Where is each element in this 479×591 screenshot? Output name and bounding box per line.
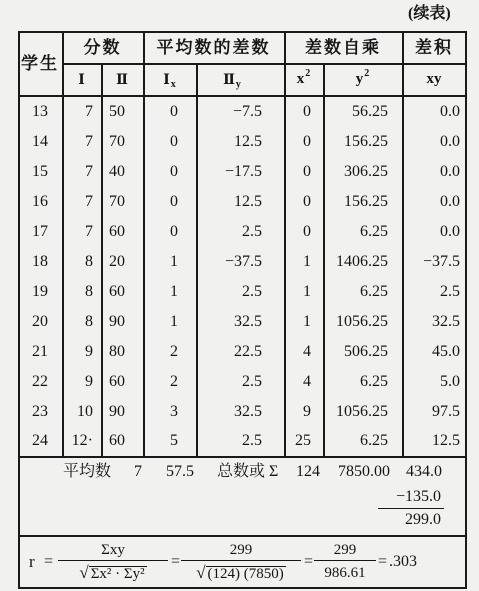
- cell-y-squared: 156.25: [344, 133, 388, 150]
- header-x-squared-base: x: [296, 71, 305, 87]
- cell-diff-y: 2.5: [242, 373, 262, 390]
- cell-student-number: 19: [32, 283, 48, 300]
- header-y-squared: [323, 63, 402, 96]
- continued-table-label: (续表): [408, 5, 451, 22]
- header-y-squared-exponent: 2: [364, 67, 370, 79]
- cell-score-1: 12·: [71, 432, 93, 449]
- cell-y-squared: 6.25: [360, 223, 388, 240]
- header-product: xy: [426, 71, 442, 87]
- header-student: 学生: [21, 54, 59, 73]
- table-row: [18, 127, 466, 157]
- cell-student-number: 21: [32, 343, 48, 360]
- cell-x-squared: 4: [303, 343, 311, 360]
- cell-diff-x: 5: [170, 432, 178, 449]
- header-product-group: 差积: [415, 37, 453, 57]
- cell-score-2: 70: [109, 193, 125, 210]
- cell-student-number: 14: [32, 133, 48, 150]
- radicand: (124) (7850): [207, 566, 284, 582]
- cell-xy-product: 0.0: [440, 193, 460, 210]
- cell-y-squared: 6.25: [360, 283, 388, 300]
- summary-sum-x-squared: 124: [296, 463, 320, 480]
- cell-x-squared: 0: [303, 223, 311, 240]
- cell-xy-product: 45.0: [432, 343, 460, 360]
- cell-y-squared: 56.25: [352, 103, 388, 120]
- radical-sign: √: [196, 563, 206, 582]
- cell-y-squared: 306.25: [344, 163, 388, 180]
- formula-equals: =: [304, 553, 314, 570]
- cell-x-squared: 4: [303, 373, 311, 390]
- cell-diff-x: 0: [170, 163, 178, 180]
- formula-result: .303: [389, 553, 417, 570]
- formula-divider: [18, 535, 467, 537]
- formula-numerator: 299: [229, 542, 253, 558]
- cell-diff-y: −7.5: [232, 103, 262, 120]
- header-score-2: Ⅱ: [116, 71, 128, 88]
- header-scores-group: 分数: [83, 37, 122, 57]
- formula-fraction-evaluated: [314, 541, 376, 582]
- summary-sum-y-squared: 7850.00: [338, 463, 390, 480]
- cell-x-squared: 1: [303, 313, 311, 330]
- table-row: [18, 247, 466, 277]
- cell-score-1: 7: [85, 193, 93, 210]
- cell-xy-product: −37.5: [422, 253, 460, 270]
- cell-diff-x: 1: [170, 283, 178, 300]
- summary-mean-label: 平均数: [63, 463, 112, 480]
- cell-score-2: 70: [109, 133, 125, 150]
- table-row: [18, 426, 466, 456]
- header-diff-y-numeral: Ⅱ: [223, 71, 235, 88]
- formula-numerator: Σxy: [101, 542, 125, 558]
- cell-score-1: 7: [85, 133, 93, 150]
- cell-score-2: 60: [109, 432, 125, 449]
- cell-score-2: 90: [109, 403, 125, 420]
- formula-equals: =: [378, 553, 388, 570]
- summary-correction: −135.0: [395, 488, 441, 505]
- cell-score-1: 7: [85, 223, 93, 240]
- header-score-1: Ⅰ: [78, 71, 85, 88]
- table-row: [18, 367, 466, 397]
- cell-score-1: 10: [77, 403, 93, 420]
- cell-y-squared: 156.25: [344, 193, 388, 210]
- cell-diff-x: 0: [170, 223, 178, 240]
- table-row: [18, 397, 466, 427]
- cell-diff-y: −37.5: [224, 253, 262, 270]
- summary-mean-score-1: 7: [134, 463, 142, 480]
- cell-diff-y: 32.5: [234, 313, 262, 330]
- table-border-bottom: [18, 587, 467, 589]
- cell-student-number: 17: [32, 223, 48, 240]
- cell-diff-x: 1: [170, 313, 178, 330]
- header-square-group: 差数自乘: [305, 37, 381, 57]
- cell-diff-y: 22.5: [234, 343, 262, 360]
- cell-score-1: 8: [85, 283, 93, 300]
- header-x-squared-exponent: 2: [305, 67, 311, 79]
- cell-xy-product: 0.0: [440, 223, 460, 240]
- summary-total-label: 总数或 Σ: [217, 463, 279, 480]
- cell-student-number: 23: [32, 403, 48, 420]
- cell-diff-y: 32.5: [234, 403, 262, 420]
- cell-student-number: 13: [32, 103, 48, 120]
- cell-diff-y: 2.5: [242, 283, 262, 300]
- radical-sign: √: [79, 563, 89, 582]
- summary-subtraction-line: [378, 508, 444, 509]
- cell-x-squared: 0: [303, 103, 311, 120]
- cell-score-2: 40: [109, 163, 125, 180]
- cell-x-squared: 1: [303, 283, 311, 300]
- cell-xy-product: 32.5: [432, 313, 460, 330]
- cell-y-squared: 6.25: [360, 373, 388, 390]
- header-diff-y: [196, 63, 284, 96]
- cell-score-2: 60: [109, 283, 125, 300]
- cell-xy-product: 2.5: [440, 283, 460, 300]
- header-y-squared-base: y: [355, 71, 364, 87]
- formula-equals: =: [171, 553, 181, 570]
- cell-student-number: 18: [32, 253, 48, 270]
- cell-score-1: 9: [85, 373, 93, 390]
- cell-diff-x: 2: [170, 373, 178, 390]
- cell-score-1: 7: [85, 163, 93, 180]
- cell-student-number: 16: [32, 193, 48, 210]
- cell-x-squared: 0: [303, 193, 311, 210]
- cell-x-squared: 1: [303, 253, 311, 270]
- cell-y-squared: 506.25: [344, 343, 388, 360]
- cell-x-squared: 0: [303, 133, 311, 150]
- cell-x-squared: 9: [303, 403, 311, 420]
- cell-diff-x: 0: [170, 103, 178, 120]
- summary-sum-xy: 434.0: [406, 463, 442, 480]
- table-row: [18, 187, 466, 217]
- summary-mean-score-2: 57.5: [166, 463, 194, 480]
- formula-denominator: [181, 560, 301, 582]
- cell-student-number: 22: [32, 373, 48, 390]
- cell-score-1: 8: [85, 313, 93, 330]
- cell-y-squared: 1056.25: [336, 403, 388, 420]
- table-row: [18, 97, 466, 127]
- cell-diff-x: 0: [170, 133, 178, 150]
- cell-score-2: 60: [109, 223, 125, 240]
- cell-score-2: 50: [109, 103, 125, 120]
- table-row: [18, 307, 466, 337]
- header-diff-x-numeral: Ⅰ: [163, 71, 170, 88]
- cell-score-1: 8: [85, 253, 93, 270]
- formula-denominator: [58, 560, 168, 582]
- cell-xy-product: 97.5: [432, 403, 460, 420]
- cell-student-number: 24: [32, 432, 48, 449]
- cell-diff-y: 12.5: [234, 193, 262, 210]
- header-diff-group: 平均数的差数: [156, 37, 271, 57]
- cell-xy-product: 5.0: [440, 373, 460, 390]
- table-row: [18, 217, 466, 247]
- header-diff-y-subscript: y: [235, 78, 241, 90]
- cell-diff-x: 3: [170, 403, 178, 420]
- cell-diff-x: 2: [170, 343, 178, 360]
- cell-score-2: 80: [109, 343, 125, 360]
- formula-equals: =: [44, 553, 54, 570]
- cell-xy-product: 12.5: [432, 432, 460, 449]
- cell-x-squared: 0: [303, 163, 311, 180]
- cell-student-number: 15: [32, 163, 48, 180]
- cell-score-2: 60: [109, 373, 125, 390]
- cell-diff-y: 2.5: [242, 432, 262, 449]
- cell-y-squared: 1406.25: [336, 253, 388, 270]
- radicand: Σx² · Σy²: [90, 566, 145, 582]
- cell-xy-product: 0.0: [440, 103, 460, 120]
- cell-diff-x: 0: [170, 193, 178, 210]
- cell-score-2: 20: [109, 253, 125, 270]
- cell-score-1: 9: [85, 343, 93, 360]
- cell-diff-x: 1: [170, 253, 178, 270]
- cell-y-squared: 1056.25: [336, 313, 388, 330]
- table-row: [18, 277, 466, 307]
- cell-score-2: 90: [109, 313, 125, 330]
- cell-diff-y: −17.5: [224, 163, 262, 180]
- formula-numerator: 299: [333, 542, 357, 558]
- cell-x-squared: 25: [295, 432, 311, 449]
- cell-score-1: 7: [85, 103, 93, 120]
- table-row: [18, 337, 466, 367]
- formula-r: r: [29, 552, 35, 571]
- formula-denominator: 986.61: [314, 560, 376, 582]
- cell-y-squared: 6.25: [360, 432, 388, 449]
- header-diff-x: [143, 63, 196, 96]
- body-bottom-divider: [18, 456, 467, 458]
- summary-net-xy: 299.0: [405, 511, 441, 528]
- cell-diff-y: 12.5: [234, 133, 262, 150]
- formula-fraction-substituted: [181, 541, 301, 582]
- cell-xy-product: 0.0: [440, 133, 460, 150]
- table-row: [18, 157, 466, 187]
- header-x-squared: [284, 63, 323, 96]
- cell-diff-y: 2.5: [242, 223, 262, 240]
- cell-student-number: 20: [32, 313, 48, 330]
- formula-fraction-definition: [58, 541, 168, 582]
- cell-xy-product: 0.0: [440, 163, 460, 180]
- header-diff-x-subscript: x: [170, 78, 176, 90]
